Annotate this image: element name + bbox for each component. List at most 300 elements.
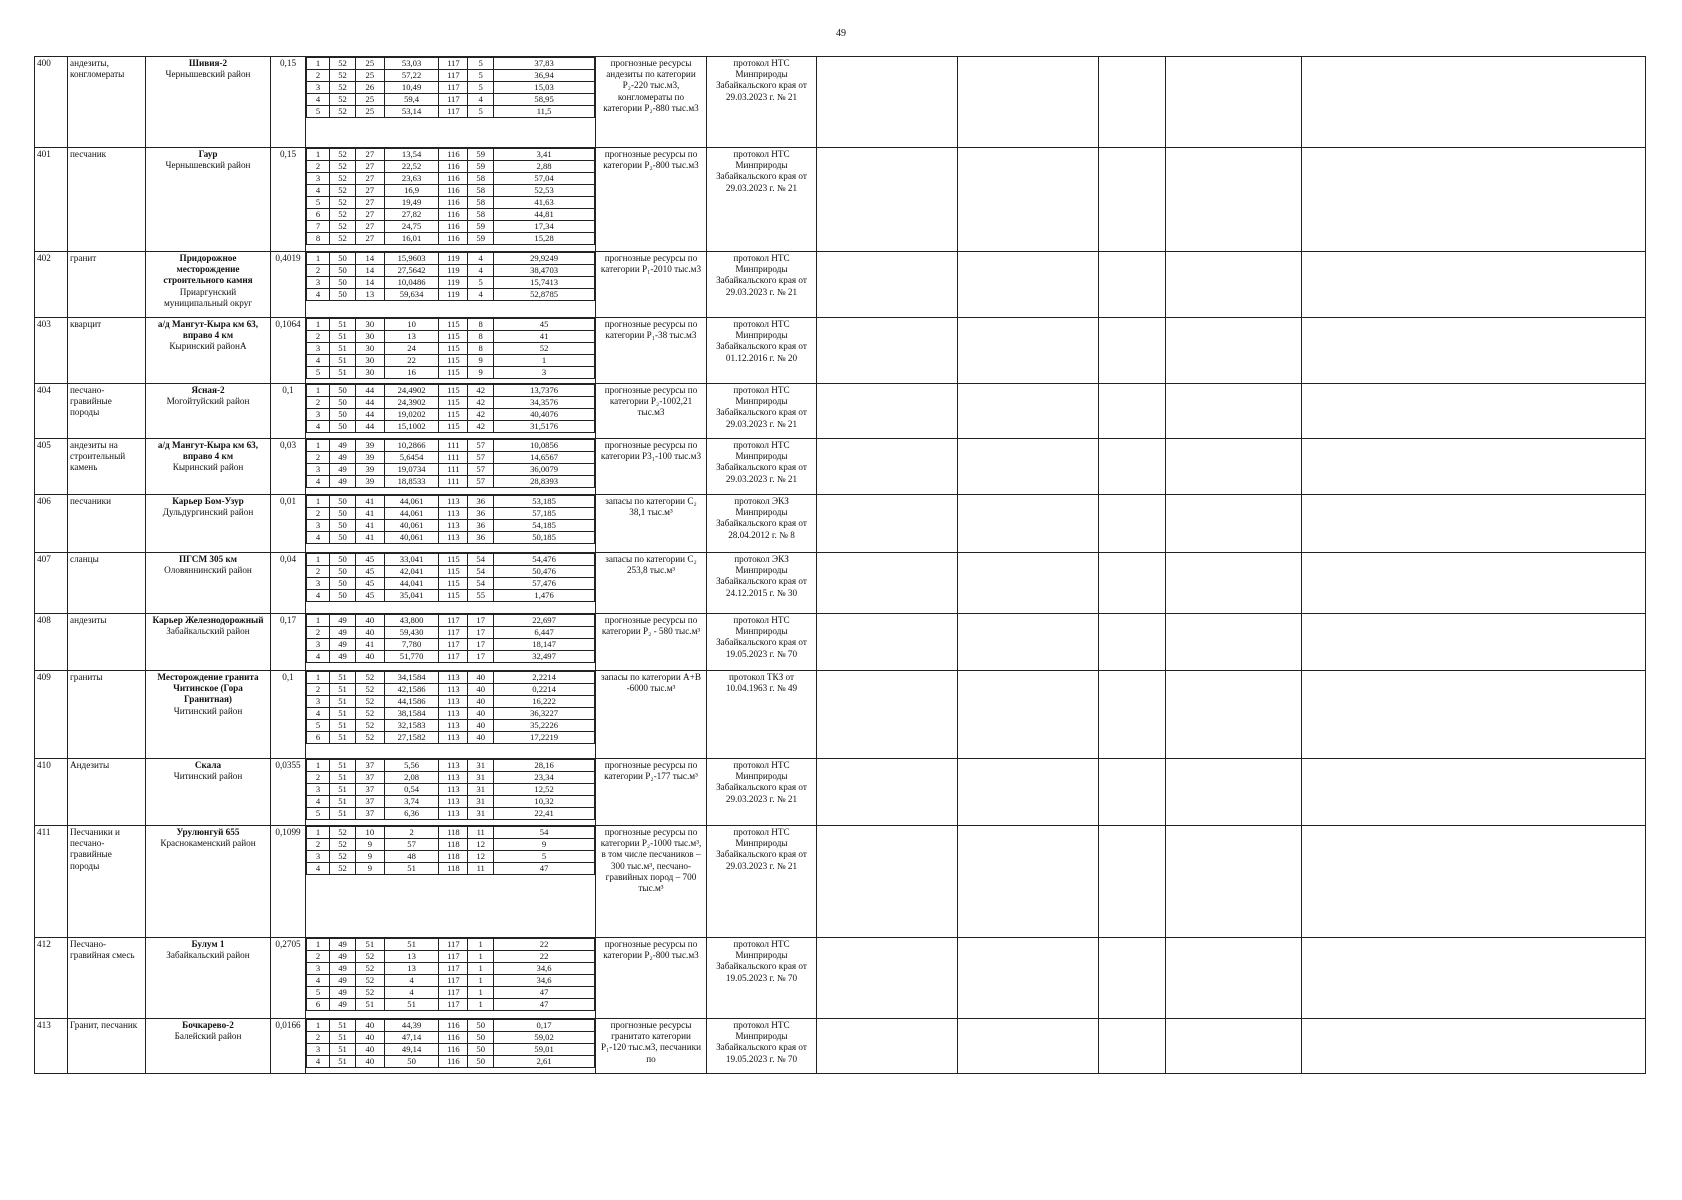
- coordinate-value: 54: [468, 566, 494, 578]
- coordinate-value: 41: [355, 520, 384, 532]
- coordinate-value: 51: [330, 1044, 356, 1056]
- coordinate-value: 3: [307, 963, 330, 975]
- coordinate-value: 38,4703: [494, 265, 595, 277]
- coordinate-value: 58: [468, 209, 494, 221]
- coordinate-value: 16,9: [384, 185, 439, 197]
- coordinate-value: 117: [439, 106, 468, 118]
- empty-cell: [1302, 57, 1646, 148]
- coordinate-value: 34,3576: [494, 397, 595, 409]
- coordinate-value: 4: [384, 975, 439, 987]
- coordinate-value: 51: [384, 863, 439, 875]
- coordinate-value: 47,14: [384, 1032, 439, 1044]
- site-name: [146, 759, 271, 826]
- coordinate-value: 51: [330, 772, 356, 784]
- empty-cell: [958, 938, 1099, 1019]
- coordinate-value: 3: [307, 520, 330, 532]
- empty-cell: [1166, 57, 1302, 148]
- empty-cell: [1302, 938, 1646, 1019]
- coordinate-value: 115: [439, 331, 468, 343]
- coordinate-value: 5: [494, 851, 595, 863]
- coordinate-point: [307, 421, 595, 433]
- coordinate-value: 25: [355, 94, 384, 106]
- coordinate-value: 19,0202: [384, 409, 439, 421]
- empty-cell: [817, 614, 958, 671]
- coordinate-value: 15,9603: [384, 253, 439, 265]
- coordinate-value: 1: [468, 975, 494, 987]
- coordinate-value: 59: [468, 161, 494, 173]
- mineral-type: андезиты, конгломераты: [68, 57, 146, 148]
- site-name: [146, 614, 271, 671]
- coordinate-point: [307, 440, 595, 452]
- coordinate-point: [307, 508, 595, 520]
- coordinate-point: [307, 185, 595, 197]
- mineral-type: сланцы: [68, 553, 146, 614]
- coordinate-value: 1: [307, 149, 330, 161]
- coordinate-value: 3: [307, 82, 330, 94]
- coordinate-value: 59: [468, 233, 494, 245]
- coordinate-value: 51: [330, 1056, 356, 1068]
- coordinate-value: 37: [355, 784, 384, 796]
- coordinate-value: 44: [355, 385, 384, 397]
- coordinate-point: [307, 464, 595, 476]
- district: Дульдургинский район: [162, 507, 254, 518]
- coordinate-point: [307, 839, 595, 851]
- coordinate-value: 52: [330, 863, 356, 875]
- empty-cell: [1302, 318, 1646, 384]
- coordinate-value: 43,800: [384, 615, 439, 627]
- empty-cell: [1099, 439, 1166, 495]
- coordinate-value: 3: [307, 784, 330, 796]
- coordinate-value: 17: [468, 651, 494, 663]
- coordinate-value: 40,061: [384, 520, 439, 532]
- empty-cell: [1166, 252, 1302, 318]
- coordinate-value: 31: [468, 760, 494, 772]
- coordinate-value: 51: [384, 999, 439, 1011]
- coordinate-value: 39: [355, 464, 384, 476]
- coordinate-point: [307, 209, 595, 221]
- coordinate-point: [307, 987, 595, 999]
- coordinate-value: 37: [355, 796, 384, 808]
- coordinate-value: 14,6567: [494, 452, 595, 464]
- coordinate-value: 40: [355, 1056, 384, 1068]
- coordinate-value: 5: [468, 70, 494, 82]
- coordinate-value: 34,6: [494, 975, 595, 987]
- coordinate-value: 13: [384, 963, 439, 975]
- coordinate-value: 118: [439, 863, 468, 875]
- coordinate-value: 37,83: [494, 58, 595, 70]
- site-title: Шивия-2: [188, 58, 228, 68]
- coordinate-value: 17: [468, 615, 494, 627]
- coordinate-value: 1: [307, 319, 330, 331]
- coordinate-value: 1: [307, 827, 330, 839]
- table-row: [35, 495, 1646, 553]
- coordinate-value: 6,447: [494, 627, 595, 639]
- coordinate-point: [307, 720, 595, 732]
- coordinate-value: 50: [330, 397, 356, 409]
- coordinate-value: 37: [355, 772, 384, 784]
- site-title: Урулюнгуй 655: [176, 827, 240, 837]
- coordinate-value: 40: [355, 651, 384, 663]
- coordinate-value: 50: [330, 566, 356, 578]
- empty-cell: [1099, 384, 1166, 439]
- coordinate-value: 116: [439, 149, 468, 161]
- coordinate-value: 15,03: [494, 82, 595, 94]
- coordinate-value: 1: [468, 963, 494, 975]
- coordinate-value: 52: [494, 343, 595, 355]
- coordinate-point: [307, 808, 595, 820]
- coordinate-value: 40: [355, 1044, 384, 1056]
- coordinate-value: 57,476: [494, 578, 595, 590]
- coordinate-value: 15,7413: [494, 277, 595, 289]
- coordinate-value: 42: [468, 421, 494, 433]
- coordinate-value: 4: [468, 289, 494, 301]
- area-value: 0,2705: [271, 938, 306, 1019]
- empty-cell: [1099, 553, 1166, 614]
- coordinate-value: 36: [468, 532, 494, 544]
- coordinate-value: 4: [307, 355, 330, 367]
- empty-cell: [1166, 318, 1302, 384]
- coordinate-value: 2: [307, 1032, 330, 1044]
- coordinate-value: 52: [355, 963, 384, 975]
- empty-cell: [817, 495, 958, 553]
- coordinates: [306, 148, 596, 252]
- coordinate-value: 44: [355, 409, 384, 421]
- empty-cell: [1099, 938, 1166, 1019]
- coordinates: [306, 1019, 596, 1074]
- coordinate-value: 49: [330, 975, 356, 987]
- coordinate-value: 10: [355, 827, 384, 839]
- coordinate-value: 17: [468, 639, 494, 651]
- district: Забайкальский район: [166, 626, 250, 637]
- coordinate-value: 117: [439, 999, 468, 1011]
- coordinate-value: 44,061: [384, 508, 439, 520]
- coordinate-point: [307, 772, 595, 784]
- coordinate-point: [307, 532, 595, 544]
- row-number: 402: [35, 252, 68, 318]
- coordinate-value: 113: [439, 720, 468, 732]
- coordinates-table: [306, 495, 595, 544]
- coordinate-value: 40: [468, 684, 494, 696]
- coordinate-value: 38,1584: [384, 708, 439, 720]
- coordinate-value: 115: [439, 566, 468, 578]
- coordinate-value: 52: [330, 197, 356, 209]
- coordinate-value: 26: [355, 82, 384, 94]
- coordinate-value: 115: [439, 319, 468, 331]
- coordinate-value: 52: [355, 672, 384, 684]
- coordinate-value: 50: [384, 1056, 439, 1068]
- coordinate-value: 52: [330, 173, 356, 185]
- coordinate-value: 49: [330, 627, 356, 639]
- coordinate-value: 30: [355, 331, 384, 343]
- coordinate-value: 113: [439, 532, 468, 544]
- coordinate-value: 44: [355, 397, 384, 409]
- site-name: [146, 148, 271, 252]
- coordinate-value: 2,61: [494, 1056, 595, 1068]
- coordinate-point: [307, 496, 595, 508]
- coordinate-value: 31: [468, 796, 494, 808]
- empty-cell: [1099, 826, 1166, 938]
- coordinate-value: 5: [307, 720, 330, 732]
- row-number: 405: [35, 439, 68, 495]
- resources: прогнозные ресурсы андезиты по категории P₂-220 тыс.м3, конгломераты по категории P₂-880 тыс.м3: [596, 57, 707, 148]
- resources: прогнозные ресурсы по категории P₂-177 тыс.м³: [596, 759, 707, 826]
- table-row: [35, 938, 1646, 1019]
- coordinate-value: 51: [330, 808, 356, 820]
- coordinate-value: 27: [355, 161, 384, 173]
- site-title: Булум 1: [191, 939, 225, 949]
- empty-cell: [817, 1019, 958, 1074]
- resources: прогнозные ресурсы по категории P₂-1002,21 тыс.м3: [596, 384, 707, 439]
- coordinate-value: 14: [355, 253, 384, 265]
- coordinate-value: 3: [307, 173, 330, 185]
- coordinate-value: 17,2219: [494, 732, 595, 744]
- empty-cell: [1302, 439, 1646, 495]
- coordinate-value: 1: [307, 554, 330, 566]
- coordinate-value: 41: [355, 532, 384, 544]
- coordinate-value: 30: [355, 319, 384, 331]
- empty-cell: [1302, 671, 1646, 759]
- coordinate-value: 40: [355, 627, 384, 639]
- coordinate-value: 50: [330, 265, 356, 277]
- district: Чернышевский район: [165, 160, 251, 171]
- coordinate-value: 22,41: [494, 808, 595, 820]
- coordinate-value: 115: [439, 367, 468, 379]
- coordinate-value: 42: [468, 385, 494, 397]
- coordinate-value: 16,222: [494, 696, 595, 708]
- coordinate-value: 115: [439, 397, 468, 409]
- coordinate-value: 49: [330, 464, 356, 476]
- coordinate-value: 5: [468, 106, 494, 118]
- coordinate-value: 49: [330, 615, 356, 627]
- coordinate-point: [307, 253, 595, 265]
- coordinate-value: 51: [330, 319, 356, 331]
- protocol: протокол НТС Минприроды Забайкальского края от 19.05.2023 г. № 70: [707, 614, 817, 671]
- resources: прогнозные ресурсы по категории P3₁-100 тыс.м3: [596, 439, 707, 495]
- coordinate-value: 2,88: [494, 161, 595, 173]
- site-title: а/д Мангут-Кыра км 63, вправо 4 км: [157, 319, 259, 341]
- coordinate-value: 1: [468, 939, 494, 951]
- coordinate-point: [307, 397, 595, 409]
- coordinate-point: [307, 58, 595, 70]
- coordinates-table: [306, 384, 595, 433]
- coordinate-point: [307, 70, 595, 82]
- coordinate-point: [307, 409, 595, 421]
- coordinate-value: 19,49: [384, 197, 439, 209]
- coordinate-value: 4: [307, 476, 330, 488]
- coordinate-value: 27: [355, 221, 384, 233]
- area-value: 0,04: [271, 553, 306, 614]
- empty-cell: [958, 252, 1099, 318]
- coordinate-point: [307, 106, 595, 118]
- mineral-type: андезиты: [68, 614, 146, 671]
- district: Читинский район: [173, 771, 243, 782]
- empty-cell: [1099, 495, 1166, 553]
- coordinate-value: 27: [355, 185, 384, 197]
- site-name: [146, 671, 271, 759]
- coordinate-value: 41: [355, 639, 384, 651]
- protocol: протокол ЭКЗ Минприроды Забайкальского края от 28.04.2012 г. № 8: [707, 495, 817, 553]
- coordinate-value: 51: [330, 1020, 356, 1032]
- coordinate-point: [307, 1032, 595, 1044]
- coordinate-value: 42,1586: [384, 684, 439, 696]
- mineral-type: граниты: [68, 671, 146, 759]
- coordinate-value: 2: [307, 397, 330, 409]
- coordinate-value: 2: [307, 627, 330, 639]
- table-row: [35, 671, 1646, 759]
- empty-cell: [958, 57, 1099, 148]
- coordinate-value: 52: [355, 684, 384, 696]
- coordinate-value: 8: [468, 343, 494, 355]
- coordinate-value: 52: [355, 987, 384, 999]
- coordinate-value: 5: [307, 367, 330, 379]
- empty-cell: [958, 553, 1099, 614]
- coordinate-value: 27: [355, 173, 384, 185]
- coordinate-value: 116: [439, 1032, 468, 1044]
- coordinate-value: 116: [439, 221, 468, 233]
- coordinate-point: [307, 289, 595, 301]
- coordinate-value: 45: [355, 566, 384, 578]
- coordinate-point: [307, 951, 595, 963]
- coordinate-value: 24: [384, 343, 439, 355]
- coordinate-value: 118: [439, 851, 468, 863]
- coordinate-value: 8: [468, 319, 494, 331]
- coordinate-point: [307, 520, 595, 532]
- coordinate-point: [307, 343, 595, 355]
- coordinate-value: 36,94: [494, 70, 595, 82]
- row-number: 400: [35, 57, 68, 148]
- coordinate-value: 40,4076: [494, 409, 595, 421]
- coordinate-value: 13: [384, 331, 439, 343]
- coordinate-value: 111: [439, 452, 468, 464]
- coordinate-value: 116: [439, 173, 468, 185]
- coordinate-value: 40: [468, 708, 494, 720]
- coordinate-value: 113: [439, 696, 468, 708]
- coordinate-value: 22: [384, 355, 439, 367]
- coordinate-point: [307, 319, 595, 331]
- empty-cell: [817, 439, 958, 495]
- coordinate-value: 2: [307, 684, 330, 696]
- coordinate-value: 44,81: [494, 209, 595, 221]
- coordinate-value: 35,2226: [494, 720, 595, 732]
- coordinate-value: 50: [330, 277, 356, 289]
- coordinate-value: 49: [330, 440, 356, 452]
- coordinate-value: 45: [355, 554, 384, 566]
- coordinate-value: 49: [330, 987, 356, 999]
- area-value: 0,17: [271, 614, 306, 671]
- table-row: [35, 384, 1646, 439]
- coordinate-value: 14: [355, 265, 384, 277]
- coordinate-value: 52,53: [494, 185, 595, 197]
- coordinate-value: 36,3227: [494, 708, 595, 720]
- area-value: 0,0355: [271, 759, 306, 826]
- coordinate-value: 4: [468, 253, 494, 265]
- site-name: [146, 826, 271, 938]
- resources: прогнозные ресурсы гранитато категории P₁-120 тыс.м3, песчаники по: [596, 1019, 707, 1074]
- coordinate-value: 51: [330, 760, 356, 772]
- coordinate-value: 57,22: [384, 70, 439, 82]
- empty-cell: [817, 671, 958, 759]
- coordinate-value: 27,82: [384, 209, 439, 221]
- coordinate-value: 50: [330, 590, 356, 602]
- coordinate-value: 36: [468, 508, 494, 520]
- coordinate-value: 24,75: [384, 221, 439, 233]
- coordinate-value: 52: [355, 720, 384, 732]
- empty-cell: [1166, 148, 1302, 252]
- coordinate-value: 113: [439, 508, 468, 520]
- coordinate-value: 49: [330, 999, 356, 1011]
- coordinates-table: [306, 938, 595, 1011]
- protocol: протокол НТС Минприроды Забайкальского края от 01.12.2016 г. № 20: [707, 318, 817, 384]
- district: Балейский район: [174, 1031, 242, 1042]
- coordinate-value: 49,14: [384, 1044, 439, 1056]
- protocol: протокол НТС Минприроды Забайкальского края от 29.03.2023 г. № 21: [707, 826, 817, 938]
- site-name: [146, 384, 271, 439]
- site-name: [146, 1019, 271, 1074]
- site-name: [146, 938, 271, 1019]
- area-value: 0,1099: [271, 826, 306, 938]
- coordinates: [306, 826, 596, 938]
- empty-cell: [1302, 252, 1646, 318]
- empty-cell: [1099, 671, 1166, 759]
- resources: прогнозные ресурсы по категории P₂-800 тыс.м3: [596, 938, 707, 1019]
- coordinate-value: 4: [307, 863, 330, 875]
- coordinate-value: 117: [439, 975, 468, 987]
- coordinate-value: 113: [439, 732, 468, 744]
- coordinate-value: 3: [307, 578, 330, 590]
- coordinate-value: 115: [439, 590, 468, 602]
- coordinate-value: 117: [439, 987, 468, 999]
- coordinate-value: 4: [307, 708, 330, 720]
- coordinate-value: 51: [355, 939, 384, 951]
- coordinate-value: 5: [468, 277, 494, 289]
- coordinate-value: 53,14: [384, 106, 439, 118]
- coordinate-value: 30: [355, 355, 384, 367]
- coordinate-value: 113: [439, 796, 468, 808]
- mineral-type: кварцит: [68, 318, 146, 384]
- coordinate-value: 11: [468, 863, 494, 875]
- coordinate-value: 50: [330, 508, 356, 520]
- coordinate-value: 10,2866: [384, 440, 439, 452]
- mineral-type: Андезиты: [68, 759, 146, 826]
- coordinate-value: 13: [384, 951, 439, 963]
- coordinate-value: 2: [307, 452, 330, 464]
- row-number: 401: [35, 148, 68, 252]
- coordinate-value: 50: [330, 532, 356, 544]
- coordinate-value: 41: [494, 331, 595, 343]
- coordinates-table: [306, 826, 595, 875]
- coordinate-value: 52: [330, 827, 356, 839]
- row-number: 408: [35, 614, 68, 671]
- coordinate-value: 3: [307, 639, 330, 651]
- empty-cell: [958, 614, 1099, 671]
- district: Могойтуйский район: [166, 396, 250, 407]
- coordinate-value: 4: [307, 975, 330, 987]
- coordinate-value: 111: [439, 440, 468, 452]
- coordinate-value: 36: [468, 496, 494, 508]
- area-value: 0,1064: [271, 318, 306, 384]
- coordinate-value: 119: [439, 277, 468, 289]
- coordinate-point: [307, 265, 595, 277]
- coordinate-point: [307, 1056, 595, 1068]
- coordinate-value: 52: [330, 839, 356, 851]
- coordinate-value: 4: [307, 651, 330, 663]
- coordinate-value: 52: [330, 161, 356, 173]
- coordinate-value: 54,476: [494, 554, 595, 566]
- coordinate-value: 52: [330, 94, 356, 106]
- table-row: [35, 252, 1646, 318]
- coordinate-point: [307, 639, 595, 651]
- coordinate-value: 40,061: [384, 532, 439, 544]
